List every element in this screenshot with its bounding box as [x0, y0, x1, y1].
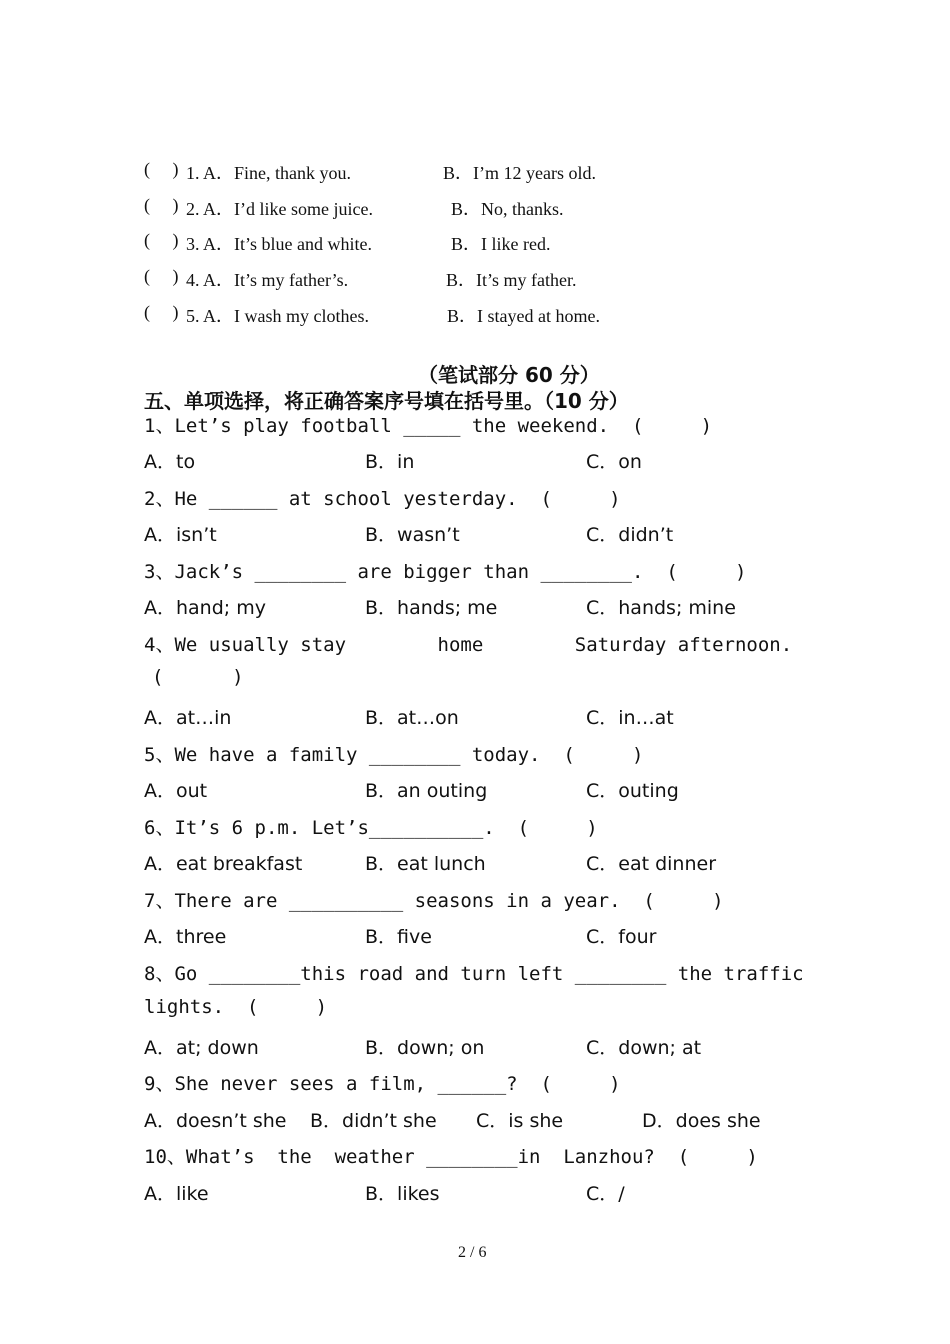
option-a-1[interactable]: A．to [144, 451, 196, 473]
option-a-10[interactable]: A．like [144, 1183, 209, 1205]
listening-paren-5[interactable]: ( ) [144, 302, 179, 322]
question-stem-7: 7、There are __________ seasons in a year. ( ) [144, 890, 724, 912]
option-c-5[interactable]: C．outing [586, 780, 679, 802]
listening-option-b-3: B．I like red. [451, 234, 551, 254]
question-stem-4: 4、We usually stay home Saturday afternoon. [144, 634, 793, 656]
listening-option-b-1: B．I’m 12 years old. [443, 163, 596, 183]
option-a-5[interactable]: A．out [144, 780, 208, 802]
question-stem-6: 6、It’s 6 p.m. Let’s__________. ( ) [144, 817, 598, 839]
option-c-6[interactable]: C．eat dinner [586, 853, 717, 875]
option-a-2[interactable]: A．isn’t [144, 524, 217, 546]
option-b-7[interactable]: B．five [365, 926, 432, 948]
question-stem-2: 2、He ______ at school yesterday. ( ) [144, 488, 621, 510]
listening-question-2: 2. A．I’d like some juice. [186, 199, 373, 219]
option-d-9[interactable]: D．does she [642, 1110, 761, 1132]
option-b-2[interactable]: B．wasn’t [365, 524, 460, 546]
question-stem-10: 10、What’s the weather ________in Lanzhou? ( ) [144, 1146, 758, 1168]
question-stem-5: 5、We have a family ________ today. ( ) [144, 744, 644, 766]
question-stem-9: 9、She never sees a film, ______? ( ) [144, 1073, 621, 1095]
listening-question-3: 3. A．It’s blue and white. [186, 234, 372, 254]
written-part-title: （笔试部分 60 分） [418, 363, 600, 387]
listening-paren-3[interactable]: ( ) [144, 230, 179, 250]
option-b-10[interactable]: B．likes [365, 1183, 440, 1205]
listening-paren-2[interactable]: ( ) [144, 195, 179, 215]
option-c-3[interactable]: C．hands; mine [586, 597, 736, 619]
listening-option-b-2: B．No, thanks. [451, 199, 564, 219]
option-b-9[interactable]: B．didn’t she [310, 1110, 437, 1132]
listening-question-4: 4. A．It’s my father’s. [186, 270, 349, 290]
question-stem-3: 3、Jack’s ________ are bigger than ________. ( ) [144, 561, 747, 583]
listening-paren-1[interactable]: ( ) [144, 159, 179, 179]
section-title: 五、单项选择，将正确答案序号填在括号里。（10 分） [144, 389, 629, 413]
answer-paren-4[interactable]: ( ) [152, 666, 244, 688]
option-a-7[interactable]: A．three [144, 926, 227, 948]
listening-paren-4[interactable]: ( ) [144, 266, 179, 286]
option-c-4[interactable]: C．in…at [586, 707, 674, 729]
option-c-9[interactable]: C．is she [476, 1110, 564, 1132]
option-c-2[interactable]: C．didn’t [586, 524, 674, 546]
option-b-6[interactable]: B．eat lunch [365, 853, 486, 875]
option-a-6[interactable]: A．eat breakfast [144, 853, 303, 875]
option-b-8[interactable]: B．down; on [365, 1037, 485, 1059]
option-b-5[interactable]: B．an outing [365, 780, 488, 802]
page-number: 2 / 6 [458, 1244, 487, 1261]
option-c-7[interactable]: C．four [586, 926, 657, 948]
option-c-1[interactable]: C．on [586, 451, 642, 473]
option-a-3[interactable]: A．hand; my [144, 597, 266, 619]
option-b-1[interactable]: B．in [365, 451, 415, 473]
option-a-9[interactable]: A．doesn’t she [144, 1110, 287, 1132]
listening-option-b-4: B．It’s my father. [446, 270, 577, 290]
question-stem-1: 1、Let’s play football _____ the weekend. ( ) [144, 415, 713, 437]
question-stem-8-cont: lights. ( ) [144, 996, 328, 1018]
option-c-10[interactable]: C．/ [586, 1183, 625, 1205]
option-b-4[interactable]: B．at…on [365, 707, 459, 729]
listening-question-1: 1. A．Fine, thank you. [186, 163, 351, 183]
option-b-3[interactable]: B．hands; me [365, 597, 498, 619]
option-a-4[interactable]: A．at…in [144, 707, 232, 729]
listening-option-b-5: B．I stayed at home. [447, 306, 600, 326]
listening-question-5: 5. A．I wash my clothes. [186, 306, 369, 326]
question-stem-8: 8、Go ________this road and turn left ________ the traffic [144, 963, 804, 985]
option-a-8[interactable]: A．at; down [144, 1037, 259, 1059]
option-c-8[interactable]: C．down; at [586, 1037, 702, 1059]
